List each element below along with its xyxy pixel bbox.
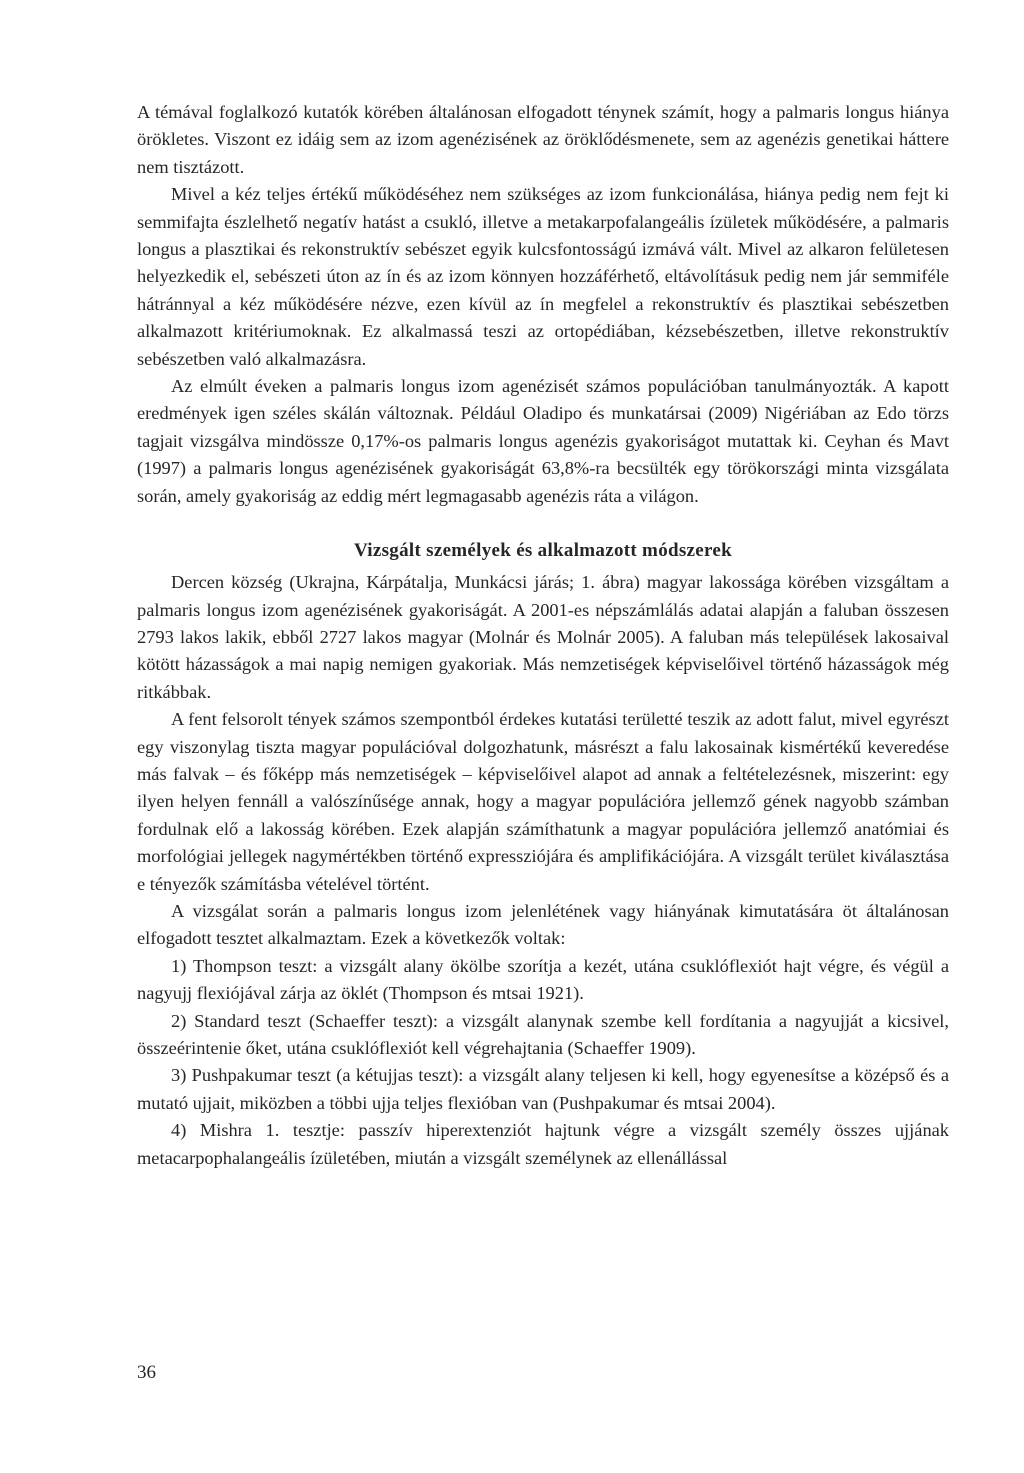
paragraph-methods-2: A fent felsorolt tények számos szempontból érdekes kutatási területté teszik az adott falut, mivel egyrészt egy viszonylag tiszta magyar populációval dolgozhatunk, másrészt a falu lakosainak kismértékű keveredése más falvak – és főképp más nemzetiségek – képviselőivel alapot ad annak a feltételezésnek, miszerint: egy ilyen helyen fennáll a valószínűsége annak, hogy a magyar populációra jellemző gének nagyobb számban fordulnak elő a lakosság körében. Ezek alapján számíthatunk a magyar populációra jellemző anatómiai és morfológiai jellegek nagymértékben történő expressziójára és amplifikációjára. A vizsgált terület kiválasztása e tényezők számításba vételével történt.: [137, 709, 949, 894]
paragraph-intro-3: Az elmúlt éveken a palmaris longus izom agenézisét számos populációban tanulmányozták. A kapott eredmények igen széles skálán változnak. Például Oladipo és munkatársai (2009) Nigériában az Edo törzs tagjait vizsgálva mindössze 0,17%-os palmaris longus agenézis gyakoriságot mutattak ki. Ceyhan és Mavt (1997) a palmaris longus agenézisének gyakoriságát 63,8%-ra becsülték egy törökországi minta vizsgálata során, amely gyakoriság az eddig mért legmagasabb agenézis ráta a világon.: [137, 376, 949, 506]
paragraph-methods-1: Dercen község (Ukrajna, Kárpátalja, Munkácsi járás; 1. ábra) magyar lakossága körében vizsgáltam a palmaris longus izom agenézisének gyakoriságát. A 2001-es népszámlálás adatai alapján a faluban összesen 2793 lakos lakik, ebből 2727 lakos magyar (Molnár és Molnár 2005). A faluban más települések lakosaival kötött házasságok a mai napig nemigen gyakoriak. Más nemzetiségek képviselőivel történő házasságok még ritkábbak.: [137, 572, 949, 702]
list-item-pushpakumar: 3) Pushpakumar teszt (a kétujjas teszt): a vizsgált alany teljesen ki kell, hogy egyenesítse a középső és a mutató ujjait, miközben a többi ujja teljes flexióban van (Pushpakumar és mtsai 2004).: [137, 1065, 949, 1113]
page-body: [137, 99, 949, 1172]
section-heading: Vizsgált személyek és alkalmazott módszerek: [353, 540, 733, 562]
paragraph-methods-3: A vizsgálat során a palmaris longus izom jelenlétének vagy hiányának kimutatására öt általánosan elfogadott tesztet alkalmaztam. Ezek a következők voltak:: [137, 900, 949, 949]
list-item-mishra-1: 4) Mishra 1. tesztje: passzív hiperextenziót hajtunk végre a vizsgált személy összes ujjának metacarpophalangeális ízületében, miután a vizsgált személynek az ellenállással: [137, 1120, 949, 1168]
paragraph-intro-2: Mivel a kéz teljes értékű működéséhez nem szükséges az izom funkcionálása, hiánya pedig nem fejt ki semmifajta észlelhető negatív hatást a csukló, illetve a metakarpofalangeális ízületek működésére, a palmaris longus a plasztikai és rekonstruktív sebészet egyik kulcsfontosságú izmává vált. Mivel az alkaron felületesen helyezkedik el, sebészeti úton az ín és az izom könnyen hozzáférhető, eltávolításuk pedig nem jár semmiféle hátránnyal a kéz működésére nézve, ezen kívül az ín megfelel a rekonstruktív és plasztikai sebészetben alkalmazott kritériumoknak. Ez alkalmassá teszi az ortopédiában, kézsebészetben, illetve rekonstruktív sebészetben való alkalmazásra.: [137, 184, 949, 369]
paragraph-intro-1: A témával foglalkozó kutatók körében általánosan elfogadott ténynek számít, hogy a palmaris longus hiánya örökletes. Viszont ez idáig sem az izom agenézisének az öröklődésmenete, sem az agenézis genetikai háttere nem tisztázott.: [137, 102, 949, 177]
page-number: 36: [137, 1362, 156, 1383]
list-item-thompson: 1) Thompson teszt: a vizsgált alany ökölbe szorítja a kezét, utána csuklóflexiót hajt végre, és végül a nagyujj flexiójával zárja az öklét (Thompson és mtsai 1921).: [137, 955, 949, 1004]
list-item-standard: 2) Standard teszt (Schaeffer teszt): a vizsgált alanynak szembe kell fordítania a nagyujját a kicsivel, összeérintenie őket, utána csuklóflexiót kell végrehajtania (Schaeffer 1909).: [137, 1010, 949, 1058]
